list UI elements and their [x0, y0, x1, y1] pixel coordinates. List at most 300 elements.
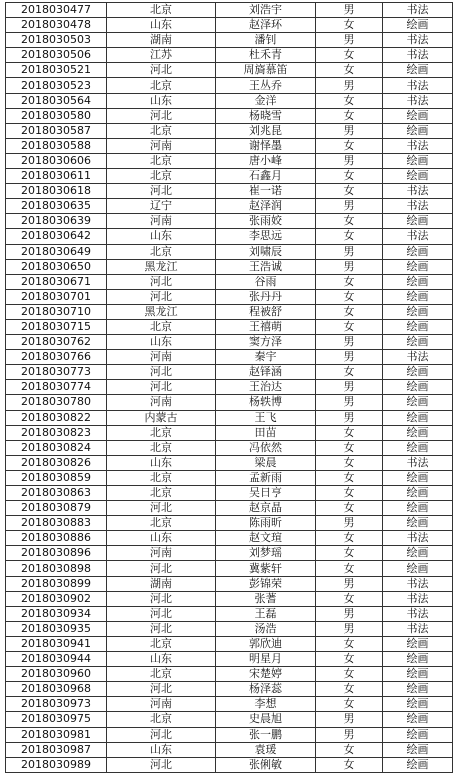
cell-category: 绘画: [383, 516, 453, 531]
cell-name: 赵文瑄: [216, 531, 316, 546]
cell-id: 2018030701: [6, 289, 107, 304]
cell-gender: 男: [316, 410, 383, 425]
cell-province: 河南: [107, 214, 216, 229]
cell-category: 书法: [383, 184, 453, 199]
cell-province: 北京: [107, 169, 216, 184]
cell-name: 杨泽蕊: [216, 682, 316, 697]
cell-category: 绘画: [383, 214, 453, 229]
table-row: [6, 440, 453, 455]
cell-id: 2018030981: [6, 727, 107, 742]
cell-province: 河北: [107, 289, 216, 304]
cell-gender: 男: [316, 199, 383, 214]
cell-id: 2018030564: [6, 93, 107, 108]
cell-category: 绘画: [383, 682, 453, 697]
cell-gender: 女: [316, 184, 383, 199]
table-row: [6, 470, 453, 485]
cell-province: 山东: [107, 93, 216, 108]
cell-province: 河北: [107, 274, 216, 289]
cell-province: 河北: [107, 365, 216, 380]
cell-name: 王飞: [216, 410, 316, 425]
cell-gender: 女: [316, 561, 383, 576]
cell-category: 书法: [383, 3, 453, 18]
cell-category: 绘画: [383, 712, 453, 727]
cell-gender: 男: [316, 621, 383, 636]
table-row: [6, 652, 453, 667]
cell-id: 2018030899: [6, 576, 107, 591]
cell-name: 张雨姣: [216, 214, 316, 229]
cell-name: 张蓍: [216, 591, 316, 606]
table-row: [6, 546, 453, 561]
cell-category: 绘画: [383, 561, 453, 576]
cell-name: 张一鹏: [216, 727, 316, 742]
cell-gender: 女: [316, 274, 383, 289]
cell-category: 绘画: [383, 667, 453, 682]
cell-id: 2018030478: [6, 18, 107, 33]
table-row: [6, 486, 453, 501]
cell-gender: 女: [316, 757, 383, 772]
cell-name: 窦方泽: [216, 335, 316, 350]
cell-gender: 男: [316, 78, 383, 93]
cell-category: 绘画: [383, 501, 453, 516]
table-row: [6, 78, 453, 93]
table-row: [6, 621, 453, 636]
table-row: [6, 712, 453, 727]
cell-gender: 女: [316, 229, 383, 244]
table-row: [6, 274, 453, 289]
table-row: [6, 48, 453, 63]
cell-name: 谷雨: [216, 274, 316, 289]
cell-id: 2018030650: [6, 259, 107, 274]
cell-province: 河南: [107, 546, 216, 561]
cell-id: 2018030780: [6, 395, 107, 410]
cell-province: 北京: [107, 667, 216, 682]
cell-name: 梁晨: [216, 455, 316, 470]
cell-name: 刘啸辰: [216, 244, 316, 259]
cell-gender: 女: [316, 304, 383, 319]
cell-id: 2018030822: [6, 410, 107, 425]
cell-category: 绘画: [383, 486, 453, 501]
cell-name: 王磊: [216, 606, 316, 621]
cell-name: 吴日亨: [216, 486, 316, 501]
cell-gender: 男: [316, 33, 383, 48]
cell-category: 书法: [383, 591, 453, 606]
cell-gender: 男: [316, 244, 383, 259]
cell-province: 北京: [107, 244, 216, 259]
cell-id: 2018030826: [6, 455, 107, 470]
cell-category: 绘画: [383, 259, 453, 274]
table-row: [6, 636, 453, 651]
table-row: [6, 335, 453, 350]
cell-name: 明星月: [216, 652, 316, 667]
cell-category: 书法: [383, 531, 453, 546]
cell-category: 绘画: [383, 757, 453, 772]
cell-province: 北京: [107, 712, 216, 727]
cell-province: 山东: [107, 455, 216, 470]
cell-name: 金洋: [216, 93, 316, 108]
cell-category: 绘画: [383, 425, 453, 440]
cell-category: 绘画: [383, 742, 453, 757]
cell-id: 2018030710: [6, 304, 107, 319]
cell-province: 辽宁: [107, 199, 216, 214]
cell-province: 北京: [107, 78, 216, 93]
cell-name: 赵泽润: [216, 199, 316, 214]
cell-province: 北京: [107, 3, 216, 18]
cell-name: 田苗: [216, 425, 316, 440]
table-row: [6, 576, 453, 591]
table-row: [6, 531, 453, 546]
table-row: [6, 606, 453, 621]
cell-gender: 女: [316, 636, 383, 651]
cell-id: 2018030935: [6, 621, 107, 636]
cell-category: 书法: [383, 33, 453, 48]
cell-province: 山东: [107, 335, 216, 350]
cell-name: 杨晓雪: [216, 108, 316, 123]
table-row: [6, 757, 453, 772]
cell-category: 绘画: [383, 365, 453, 380]
cell-province: 河北: [107, 561, 216, 576]
cell-province: 山东: [107, 531, 216, 546]
cell-province: 北京: [107, 123, 216, 138]
cell-category: 绘画: [383, 697, 453, 712]
cell-gender: 女: [316, 591, 383, 606]
cell-name: 谢怿墨: [216, 138, 316, 153]
table-row: [6, 350, 453, 365]
table-row: [6, 108, 453, 123]
cell-id: 2018030671: [6, 274, 107, 289]
table-body: [6, 3, 453, 773]
cell-gender: 女: [316, 93, 383, 108]
cell-province: 河北: [107, 108, 216, 123]
cell-province: 河北: [107, 727, 216, 742]
cell-category: 绘画: [383, 380, 453, 395]
table-row: [6, 169, 453, 184]
table-row: [6, 742, 453, 757]
table-row: [6, 289, 453, 304]
cell-id: 2018030618: [6, 184, 107, 199]
cell-category: 书法: [383, 138, 453, 153]
cell-category: 绘画: [383, 319, 453, 334]
cell-province: 河北: [107, 621, 216, 636]
cell-id: 2018030968: [6, 682, 107, 697]
cell-category: 绘画: [383, 546, 453, 561]
cell-id: 2018030824: [6, 440, 107, 455]
cell-name: 秦宇: [216, 350, 316, 365]
cell-gender: 女: [316, 425, 383, 440]
cell-category: 绘画: [383, 153, 453, 168]
table-row: [6, 591, 453, 606]
cell-id: 2018030587: [6, 123, 107, 138]
table-row: [6, 365, 453, 380]
cell-province: 河南: [107, 697, 216, 712]
cell-name: 唐小峰: [216, 153, 316, 168]
cell-category: 书法: [383, 621, 453, 636]
cell-name: 程被舒: [216, 304, 316, 319]
cell-province: 北京: [107, 636, 216, 651]
cell-id: 2018030774: [6, 380, 107, 395]
cell-id: 2018030649: [6, 244, 107, 259]
cell-category: 绘画: [383, 169, 453, 184]
table-row: [6, 138, 453, 153]
cell-province: 河北: [107, 591, 216, 606]
table-row: [6, 63, 453, 78]
cell-category: 绘画: [383, 727, 453, 742]
cell-name: 赵京晶: [216, 501, 316, 516]
cell-gender: 男: [316, 516, 383, 531]
cell-province: 河南: [107, 350, 216, 365]
cell-name: 宋楚婷: [216, 667, 316, 682]
cell-category: 书法: [383, 48, 453, 63]
cell-gender: 女: [316, 440, 383, 455]
cell-name: 石鑫月: [216, 169, 316, 184]
cell-id: 2018030934: [6, 606, 107, 621]
table-row: [6, 667, 453, 682]
cell-category: 书法: [383, 78, 453, 93]
cell-gender: 男: [316, 606, 383, 621]
cell-category: 绘画: [383, 108, 453, 123]
cell-name: 李想: [216, 697, 316, 712]
cell-name: 彭锦荣: [216, 576, 316, 591]
cell-name: 王浩诚: [216, 259, 316, 274]
cell-name: 史晨旭: [216, 712, 316, 727]
table-row: [6, 455, 453, 470]
table-row: [6, 304, 453, 319]
cell-category: 绘画: [383, 123, 453, 138]
table-row: [6, 214, 453, 229]
cell-gender: 男: [316, 3, 383, 18]
cell-id: 2018030766: [6, 350, 107, 365]
cell-id: 2018030883: [6, 516, 107, 531]
cell-gender: 男: [316, 576, 383, 591]
cell-id: 2018030941: [6, 636, 107, 651]
cell-province: 河北: [107, 682, 216, 697]
cell-gender: 女: [316, 48, 383, 63]
cell-gender: 女: [316, 214, 383, 229]
table-row: [6, 93, 453, 108]
cell-id: 2018030902: [6, 591, 107, 606]
table-row: [6, 727, 453, 742]
cell-id: 2018030898: [6, 561, 107, 576]
data-table: [5, 2, 453, 773]
cell-id: 2018030521: [6, 63, 107, 78]
table-row: [6, 410, 453, 425]
cell-id: 2018030503: [6, 33, 107, 48]
cell-id: 2018030588: [6, 138, 107, 153]
cell-id: 2018030886: [6, 531, 107, 546]
cell-name: 赵铎涵: [216, 365, 316, 380]
cell-id: 2018030762: [6, 335, 107, 350]
cell-name: 杜禾青: [216, 48, 316, 63]
cell-gender: 女: [316, 63, 383, 78]
cell-id: 2018030635: [6, 199, 107, 214]
cell-name: 王禧萌: [216, 319, 316, 334]
cell-name: 杨轶博: [216, 395, 316, 410]
cell-id: 2018030580: [6, 108, 107, 123]
cell-gender: 女: [316, 365, 383, 380]
cell-category: 绘画: [383, 470, 453, 485]
cell-gender: 女: [316, 169, 383, 184]
table-row: [6, 501, 453, 516]
cell-province: 内蒙古: [107, 410, 216, 425]
cell-category: 绘画: [383, 18, 453, 33]
table-row: [6, 395, 453, 410]
cell-province: 北京: [107, 440, 216, 455]
cell-gender: 女: [316, 108, 383, 123]
cell-id: 2018030975: [6, 712, 107, 727]
cell-province: 山东: [107, 229, 216, 244]
cell-gender: 女: [316, 319, 383, 334]
cell-id: 2018030859: [6, 470, 107, 485]
cell-category: 书法: [383, 455, 453, 470]
cell-id: 2018030477: [6, 3, 107, 18]
cell-gender: 男: [316, 153, 383, 168]
cell-gender: 女: [316, 682, 383, 697]
cell-category: 绘画: [383, 395, 453, 410]
cell-gender: 女: [316, 18, 383, 33]
cell-province: 山东: [107, 18, 216, 33]
table-row: [6, 244, 453, 259]
table-row: [6, 561, 453, 576]
cell-id: 2018030606: [6, 153, 107, 168]
cell-category: 绘画: [383, 274, 453, 289]
cell-name: 陈雨昕: [216, 516, 316, 531]
cell-category: 书法: [383, 93, 453, 108]
cell-gender: 男: [316, 380, 383, 395]
table-row: [6, 33, 453, 48]
cell-gender: 女: [316, 289, 383, 304]
cell-gender: 女: [316, 531, 383, 546]
cell-province: 江苏: [107, 48, 216, 63]
cell-province: 河南: [107, 395, 216, 410]
cell-province: 黑龙江: [107, 304, 216, 319]
cell-name: 赵泽环: [216, 18, 316, 33]
cell-category: 绘画: [383, 410, 453, 425]
cell-name: 张俐敏: [216, 757, 316, 772]
cell-id: 2018030960: [6, 667, 107, 682]
cell-name: 郭欣迪: [216, 636, 316, 651]
table-row: [6, 123, 453, 138]
cell-id: 2018030896: [6, 546, 107, 561]
cell-category: 绘画: [383, 335, 453, 350]
table-row: [6, 697, 453, 712]
cell-id: 2018030987: [6, 742, 107, 757]
cell-name: 孟新雨: [216, 470, 316, 485]
cell-province: 河南: [107, 138, 216, 153]
cell-name: 刘浩宇: [216, 3, 316, 18]
cell-gender: 女: [316, 652, 383, 667]
cell-name: 崔一诺: [216, 184, 316, 199]
cell-name: 冀紫轩: [216, 561, 316, 576]
table-row: [6, 3, 453, 18]
cell-name: 刘兆昆: [216, 123, 316, 138]
cell-province: 黑龙江: [107, 259, 216, 274]
cell-gender: 女: [316, 667, 383, 682]
cell-gender: 女: [316, 697, 383, 712]
table-row: [6, 18, 453, 33]
table-row: [6, 199, 453, 214]
cell-id: 2018030506: [6, 48, 107, 63]
cell-id: 2018030523: [6, 78, 107, 93]
cell-gender: 女: [316, 742, 383, 757]
cell-category: 书法: [383, 350, 453, 365]
cell-category: 书法: [383, 229, 453, 244]
cell-name: 冯依然: [216, 440, 316, 455]
cell-gender: 女: [316, 455, 383, 470]
cell-name: 袁瑗: [216, 742, 316, 757]
cell-province: 北京: [107, 319, 216, 334]
cell-id: 2018030973: [6, 697, 107, 712]
cell-province: 北京: [107, 486, 216, 501]
cell-gender: 男: [316, 335, 383, 350]
cell-id: 2018030773: [6, 365, 107, 380]
cell-province: 北京: [107, 516, 216, 531]
cell-province: 湖南: [107, 33, 216, 48]
cell-gender: 男: [316, 123, 383, 138]
cell-province: 湖南: [107, 576, 216, 591]
cell-name: 刘梦瑶: [216, 546, 316, 561]
cell-gender: 男: [316, 712, 383, 727]
cell-category: 书法: [383, 576, 453, 591]
cell-id: 2018030989: [6, 757, 107, 772]
cell-id: 2018030823: [6, 425, 107, 440]
cell-category: 绘画: [383, 244, 453, 259]
cell-province: 北京: [107, 153, 216, 168]
cell-id: 2018030611: [6, 169, 107, 184]
cell-province: 北京: [107, 425, 216, 440]
cell-category: 绘画: [383, 440, 453, 455]
cell-category: 绘画: [383, 652, 453, 667]
cell-id: 2018030863: [6, 486, 107, 501]
cell-id: 2018030639: [6, 214, 107, 229]
cell-gender: 男: [316, 727, 383, 742]
cell-category: 绘画: [383, 304, 453, 319]
cell-province: 北京: [107, 470, 216, 485]
cell-name: 汤浩: [216, 621, 316, 636]
cell-category: 书法: [383, 606, 453, 621]
cell-province: 山东: [107, 652, 216, 667]
table-row: [6, 380, 453, 395]
cell-name: 张丹丹: [216, 289, 316, 304]
table-row: [6, 229, 453, 244]
cell-gender: 男: [316, 259, 383, 274]
cell-province: 河北: [107, 184, 216, 199]
cell-province: 山东: [107, 742, 216, 757]
spreadsheet: [5, 2, 452, 773]
cell-gender: 女: [316, 501, 383, 516]
cell-province: 河北: [107, 63, 216, 78]
table-row: [6, 516, 453, 531]
cell-id: 2018030944: [6, 652, 107, 667]
cell-category: 绘画: [383, 289, 453, 304]
cell-province: 河北: [107, 606, 216, 621]
cell-name: 潘钊: [216, 33, 316, 48]
cell-name: 王治达: [216, 380, 316, 395]
cell-province: 河北: [107, 501, 216, 516]
cell-gender: 男: [316, 350, 383, 365]
cell-id: 2018030642: [6, 229, 107, 244]
table-row: [6, 184, 453, 199]
cell-category: 书法: [383, 199, 453, 214]
cell-name: 李思远: [216, 229, 316, 244]
cell-gender: 女: [316, 138, 383, 153]
cell-category: 绘画: [383, 63, 453, 78]
table-row: [6, 425, 453, 440]
cell-province: 河北: [107, 380, 216, 395]
cell-id: 2018030715: [6, 319, 107, 334]
cell-gender: 男: [316, 395, 383, 410]
table-row: [6, 319, 453, 334]
cell-name: 王丛乔: [216, 78, 316, 93]
table-row: [6, 682, 453, 697]
